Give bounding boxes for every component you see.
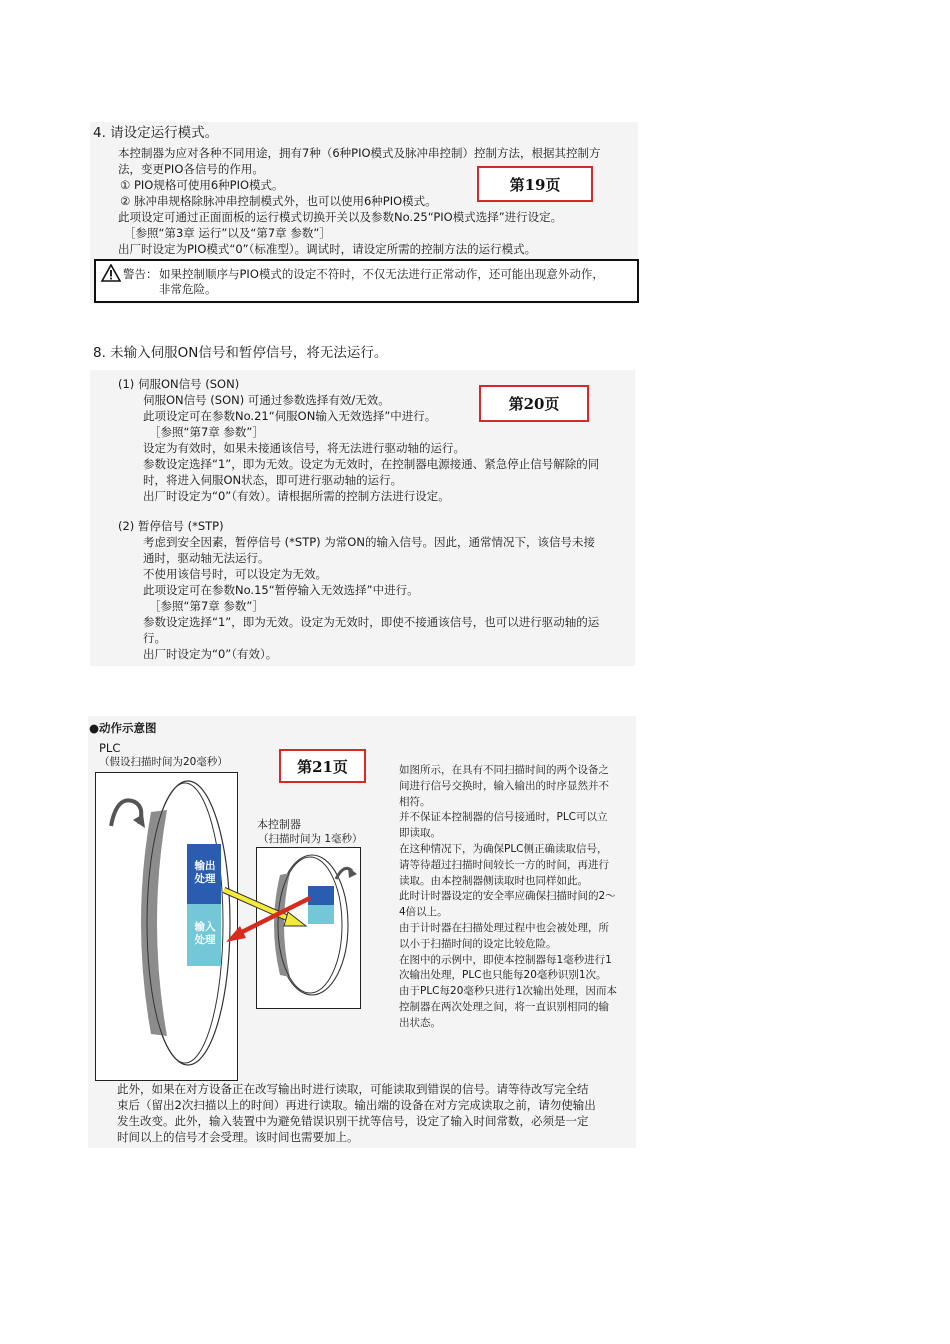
explanation-line: 间进行信号交换时，输入输出的时序显然并不 bbox=[399, 779, 609, 792]
body-line: 出厂时设定为“0”（有效）。 bbox=[143, 647, 278, 661]
explanation-line: 如图所示，在具有不同扫描时间的两个设备之 bbox=[399, 764, 609, 776]
body-line: 时，将进入伺服ON状态，即可进行驱动轴的运行。 bbox=[143, 473, 403, 487]
paragraph-line: 束后（留出2次扫描以上的时间）再进行读取。输出端的设备在对方完成读取之前，请勿使输出 bbox=[117, 1098, 596, 1112]
controller-rotation-arrowhead-icon bbox=[348, 867, 357, 878]
paragraph-line: 时间以上的信号才会受理。该时间也需要加上。 bbox=[117, 1130, 359, 1144]
body-line: 法，变更PIO各信号的作用。 bbox=[118, 162, 264, 176]
warning-box bbox=[94, 259, 639, 303]
page-label-19: 第19页 bbox=[477, 166, 593, 202]
input-label-line: 处理 bbox=[194, 934, 216, 946]
subsection-stp-title: (2) 暂停信号 (*STP) bbox=[118, 519, 224, 533]
subsection-stp-body bbox=[143, 534, 599, 662]
subsection-son-title: (1) 伺服ON信号 (SON) bbox=[118, 377, 240, 391]
paragraph-line: 此外，如果在对方设备正在改写输出时进行读取，可能读取到错误的信号。请等待改写完全结 bbox=[117, 1082, 589, 1096]
body-line: ① PIO规格可使用6种PIO模式。 bbox=[120, 178, 284, 192]
page-label-20: 第20页 bbox=[479, 385, 589, 422]
explanation-line: 以小于扫描时间的设定比较危险。 bbox=[399, 937, 557, 950]
diagram-title: ●动作示意图 bbox=[89, 721, 157, 735]
diagram-bottom-paragraph bbox=[117, 1081, 596, 1145]
plc-scan-note: （假设扫描时间为20毫秒） bbox=[99, 756, 228, 768]
diagram-explanation bbox=[399, 763, 617, 1032]
plc-label: PLC bbox=[99, 741, 121, 755]
explanation-line: 即读取。 bbox=[399, 827, 441, 840]
rotation-arrowhead-icon bbox=[133, 814, 145, 828]
warning-prefix: 警告： bbox=[123, 267, 158, 281]
plc-input-label bbox=[190, 921, 220, 947]
explanation-line: 此时计时器设定的安全率应确保扫描时间的2～ bbox=[399, 890, 616, 903]
body-line: ［参照“第7章 参数”］ bbox=[149, 599, 264, 613]
warning-triangle-icon bbox=[101, 264, 121, 282]
yellow-arrowhead-icon bbox=[284, 912, 306, 926]
explanation-line: 请等待超过扫描时间较长一方的时间，再进行 bbox=[399, 858, 609, 871]
explanation-line: 相符。 bbox=[399, 795, 431, 808]
controller-scan-note: （扫描时间为 1毫秒） bbox=[258, 833, 363, 845]
explanation-line: 在图中的示例中，即使本控制器每1毫秒进行1 bbox=[399, 953, 612, 966]
body-line: 出厂时设定为“0”（有效）。请根据所需的控制方法进行设定。 bbox=[143, 489, 450, 503]
body-line: ［参照“第7章 参数”］ bbox=[149, 425, 264, 439]
red-arrowhead-icon bbox=[226, 926, 246, 942]
body-line: 参数设定选择“1”，即为无效。设定为无效时，在控制器电源接通、紧急停止信号解除的同 bbox=[143, 457, 600, 471]
body-line: ② 脉冲串规格除脉冲串控制模式外，也可以使用6种PIO模式。 bbox=[120, 194, 437, 208]
page-label-21: 第21页 bbox=[279, 749, 366, 783]
explanation-line: 4倍以上。 bbox=[399, 906, 448, 919]
explanation-line: 出状态。 bbox=[399, 1016, 441, 1029]
paragraph-line: 发生改变。此外，输入装置中为避免错误识别干扰等信号，设定了输入时间常数，必须是一定 bbox=[117, 1114, 589, 1128]
output-label-line: 输出 bbox=[194, 860, 216, 872]
explanation-line: 控制器在两次处理之间，将一直识别相同的输 bbox=[399, 1000, 609, 1013]
body-line: 通时，驱动轴无法运行。 bbox=[143, 551, 270, 565]
output-label-line: 处理 bbox=[194, 873, 216, 885]
explanation-line: 由于PLC每20毫秒只进行1次输出处理，因而本 bbox=[399, 985, 618, 998]
plc-output-label bbox=[190, 860, 220, 886]
body-line: 伺服ON信号 (SON) 可通过参数选择有效/无效。 bbox=[143, 393, 390, 407]
section-8-heading: 8. 未输入伺服ON信号和暂停信号，将无法运行。 bbox=[93, 345, 388, 361]
body-line: 此项设定可在参数No.15“暂停输入无效选择”中进行。 bbox=[143, 583, 419, 597]
body-line: 不使用该信号时，可以设定为无效。 bbox=[143, 567, 327, 581]
signal-arrows bbox=[218, 882, 338, 952]
body-line: 参数设定选择“1”，即为无效。设定为无效时，即使不接通该信号，也可以进行驱动轴的运 bbox=[143, 615, 600, 629]
body-line: 此项设定可通过正面面板的运行模式切换开关以及参数No.25“PIO模式选择”进行设定。 bbox=[118, 210, 563, 224]
warning-line-1: 如果控制顺序与PIO模式的设定不符时，不仅无法进行正常动作，还可能出现意外动作， bbox=[159, 267, 604, 281]
explanation-line: 次输出处理，PLC也只能每20毫秒识别1次。 bbox=[399, 969, 607, 982]
input-label-line: 输入 bbox=[194, 921, 216, 933]
controller-label: 本控制器 bbox=[257, 818, 301, 831]
body-line: 行。 bbox=[143, 631, 166, 645]
body-line: 本控制器为应对各种不同用途，拥有7种（6种PIO模式及脉冲串控制）控制方法，根据其控制方 bbox=[118, 146, 601, 160]
body-line: 此项设定可在参数No.21“伺服ON输入无效选择”中进行。 bbox=[143, 409, 437, 423]
body-line: 设定为有效时，如果未接通该信号，将无法进行驱动轴的运行。 bbox=[143, 441, 465, 455]
section-4-heading: 4. 请设定运行模式。 bbox=[93, 125, 219, 141]
body-line: ［参照“第3章 运行”以及“第7章 参数”］ bbox=[124, 226, 331, 240]
body-line: 考虑到安全因素，暂停信号 (*STP) 为常ON的输入信号。因此，通常情况下，该信号未接 bbox=[143, 535, 595, 549]
warning-line-2: 非常危险。 bbox=[159, 282, 217, 296]
body-line: 出厂时设定为PIO模式“0”（标准型）。调试时，请设定所需的控制方法的运行模式。 bbox=[118, 242, 537, 256]
explanation-line: 在这种情况下，为确保PLC侧正确读取信号， bbox=[399, 842, 608, 855]
explanation-line: 读取。由本控制器侧读取时也同样如此。 bbox=[399, 874, 588, 887]
explanation-line: 由于计时器在扫描处理过程中也会被处理，所 bbox=[399, 921, 609, 934]
explanation-line: 并不保证本控制器的信号接通时，PLC可以立 bbox=[399, 811, 608, 824]
